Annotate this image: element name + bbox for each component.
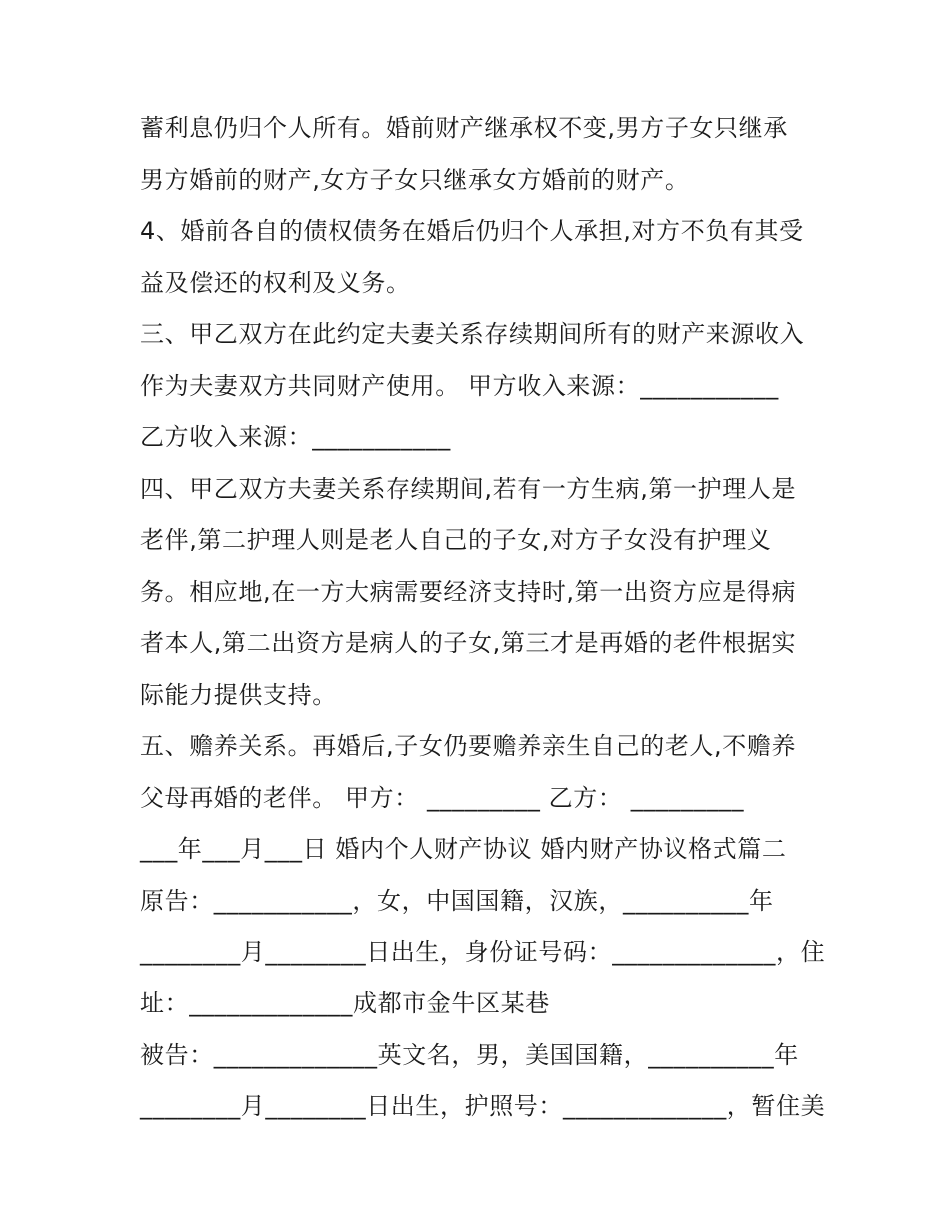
text-line: 四、甲乙双方夫妻关系存续期间,若有一方生病,第一护理人是 [140,475,797,503]
text-line: 五、赡养关系。再婚后,子女仍要赡养亲生自己的老人,不赡养 [140,732,797,760]
text-line: 老伴,第二护理人则是老人自己的子女,对方子女没有护理义 [140,526,772,554]
text-line: 4、婚前各自的债权债务在婚后仍归个人承担,对方不负有其受 [140,217,804,245]
text-line: 益及偿还的权利及义务。 [140,269,411,297]
text-line: 乙方收入来源：___________ [140,423,451,451]
text-line: 蓄利息仍归个人所有。婚前财产继承权不变,男方子女只继承 [140,114,788,142]
text-line: 被告：_____________英文名，男，美国国籍，__________年 [140,1041,799,1069]
text-line: 原告：___________，女，中国国籍，汉族，__________年 [140,887,774,915]
text-line: 作为夫妻双方共同财产使用。 甲方收入来源：___________ [140,372,779,400]
text-line: ________月________日出生，护照号：_____________，暂住美 [140,1092,826,1120]
text-line: 址：_____________成都市金牛区某巷 [140,989,550,1017]
text-line: 三、甲乙双方在此约定夫妻关系存续期间所有的财产来源收入 [140,320,805,348]
text-line: 者本人,第二出资方是病人的子女,第三才是再婚的老件根据实 [140,629,797,657]
text-line: ________月________日出生，身份证号码：_____________，住 [140,938,826,966]
text-line: 际能力提供支持。 [140,681,337,709]
text-line: ___年___月___日 婚内个人财产协议 婚内财产协议格式篇二 [140,835,787,863]
text-line: 务。相应地,在一方大病需要经济支持时,第一出资方应是得病 [140,578,797,606]
text-line: 男方婚前的财产,女方子女只继承女方婚前的财产。 [140,166,690,194]
text-line: 父母再婚的老伴。 甲方： _________ 乙方： _________ [140,784,745,812]
